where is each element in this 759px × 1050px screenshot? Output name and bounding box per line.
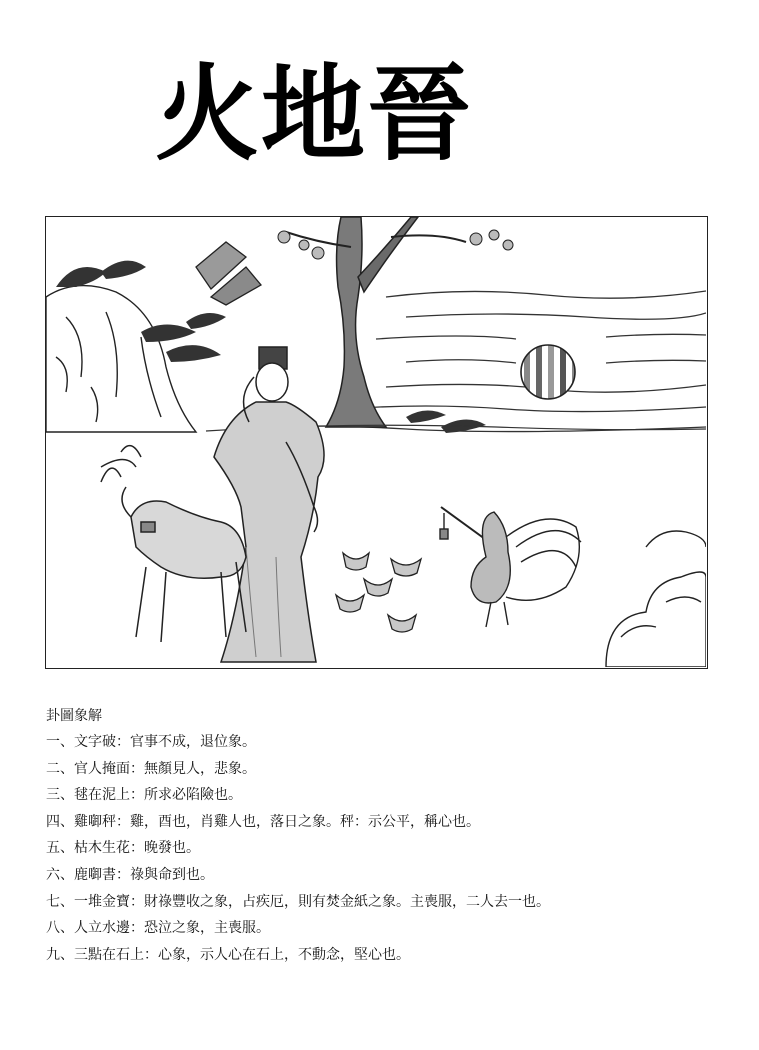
explanation-item: 一、文字破：官事不成，退位象。 xyxy=(46,734,256,750)
rooster-with-scale xyxy=(440,507,581,627)
broken-tablet-icon xyxy=(196,242,261,305)
hexagram-explanation xyxy=(46,706,726,972)
explanation-item: 五、枯木生花：晚發也。 xyxy=(46,840,200,857)
explanation-item: 三、毬在泥上：所求必陷險也。 xyxy=(46,787,242,804)
explanation-heading: 卦圖象解 xyxy=(46,708,102,724)
deer-with-scroll xyxy=(101,446,246,642)
cloud-icon xyxy=(606,531,706,667)
explanation-item: 七、一堆金寶：財祿豐收之象，占疾厄，則有焚金紙之象。主喪服，二人去一也。 xyxy=(46,893,550,910)
official-figure xyxy=(214,347,324,662)
explanation-item: 二、官人掩面：無顏見人，悲象。 xyxy=(46,760,256,777)
explanation-item: 六、鹿啣書：祿與命到也。 xyxy=(46,866,214,883)
hexagram-illustration xyxy=(45,216,708,669)
explanation-list xyxy=(46,733,726,972)
explanation-item: 八、人立水邊：恐泣之象，主喪服。 xyxy=(46,920,270,937)
explanation-item: 九、三點在石上：心象，示人心在石上，不動念，堅心也。 xyxy=(46,946,410,963)
striped-ball-icon xyxy=(516,337,586,407)
gold-ingots-icon xyxy=(336,553,421,632)
explanation-item: 四、雞啣秤：雞，酉也，肖雞人也，落日之象。秤：示公平，稱心也。 xyxy=(46,813,480,830)
page-title: 火地晉 xyxy=(155,53,474,175)
withered-tree xyxy=(286,217,466,427)
